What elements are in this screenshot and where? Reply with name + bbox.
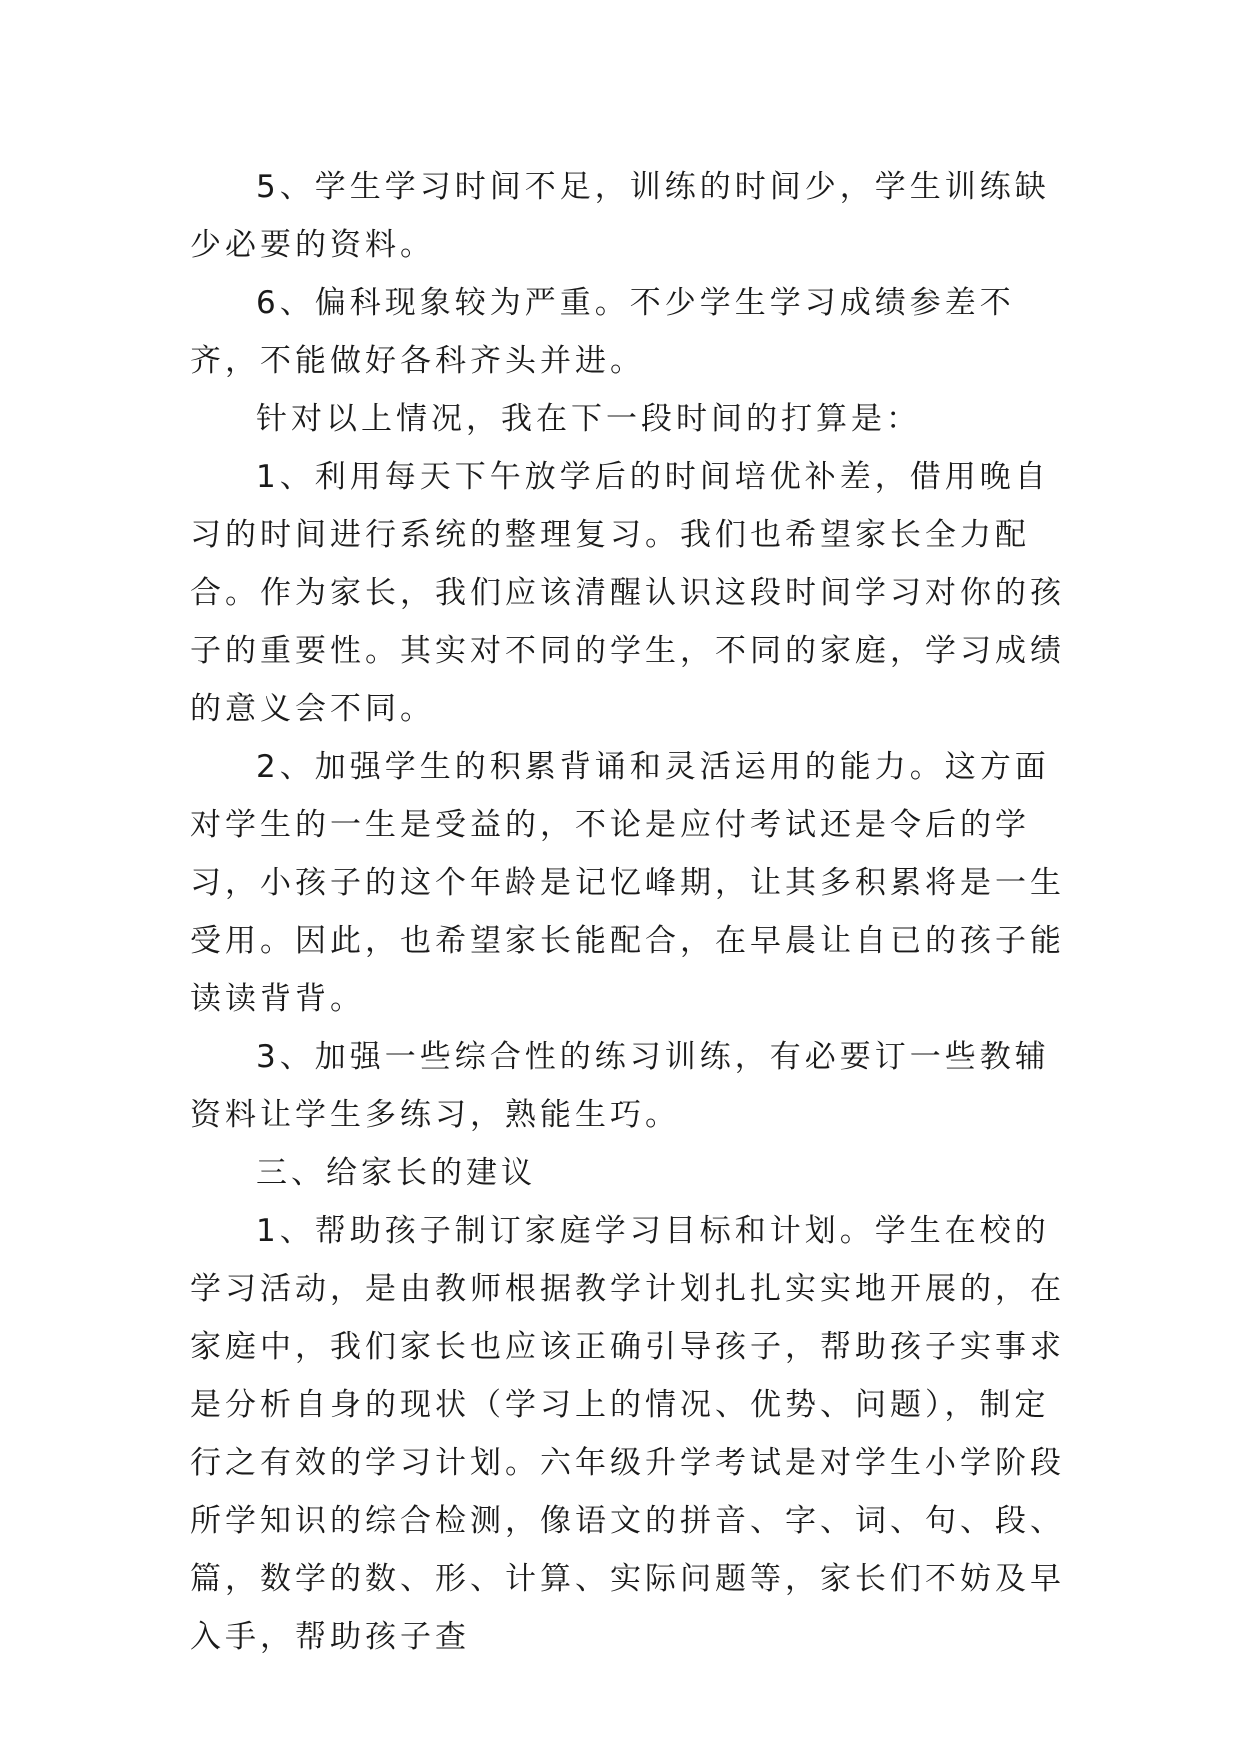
paragraph-item-5: 5、学生学习时间不足，训练的时间少，学生训练缺少必要的资料。: [190, 169, 1050, 263]
paragraph-advice-1: 1、帮助孩子制订家庭学习目标和计划。学生在校的学习活动，是由教师根据教学计划扎扎实实地开展的，在家庭中，我们家长也应该正确引导孩子，帮助孩子实事求是分析自身的现状（学习上的情况、优势、问题），制定行之有效的学习计划。六年级升学考试是对学生小学阶段所学知识的综合检测，像语文的拼音、字、词、句、段、篇，数学的数、形、计算、实际问题等，家长们不妨及早入手，帮助孩子查: [190, 1213, 1065, 1655]
document-body: [190, 158, 1070, 1666]
paragraph-plan-intro: 针对以上情况，我在下一段时间的打算是：: [256, 401, 921, 437]
paragraph-plan-3: 3、加强一些综合性的练习训练，有必要订一些教辅资料让学生多练习，熟能生巧。: [190, 1039, 1050, 1133]
paragraph-item-6: 6、偏科现象较为严重。不少学生学习成绩参差不齐，不能做好各科齐头并进。: [190, 285, 1015, 379]
section-heading-parent-advice: 三、给家长的建议: [256, 1155, 536, 1191]
paragraph-plan-1: 1、利用每天下午放学后的时间培优补差，借用晚自习的时间进行系统的整理复习。我们也希望家长全力配合。作为家长，我们应该清醒认识这段时间学习对你的孩子的重要性。其实对不同的学生，不同的家庭，学习成绩的意义会不同。: [190, 459, 1065, 727]
paragraph-plan-2: 2、加强学生的积累背诵和灵活运用的能力。这方面对学生的一生是受益的，不论是应付考试还是令后的学习，小孩子的这个年龄是记忆峰期，让其多积累将是一生受用。因此，也希望家长能配合，在早晨让自已的孩子能读读背背。: [190, 749, 1065, 1017]
